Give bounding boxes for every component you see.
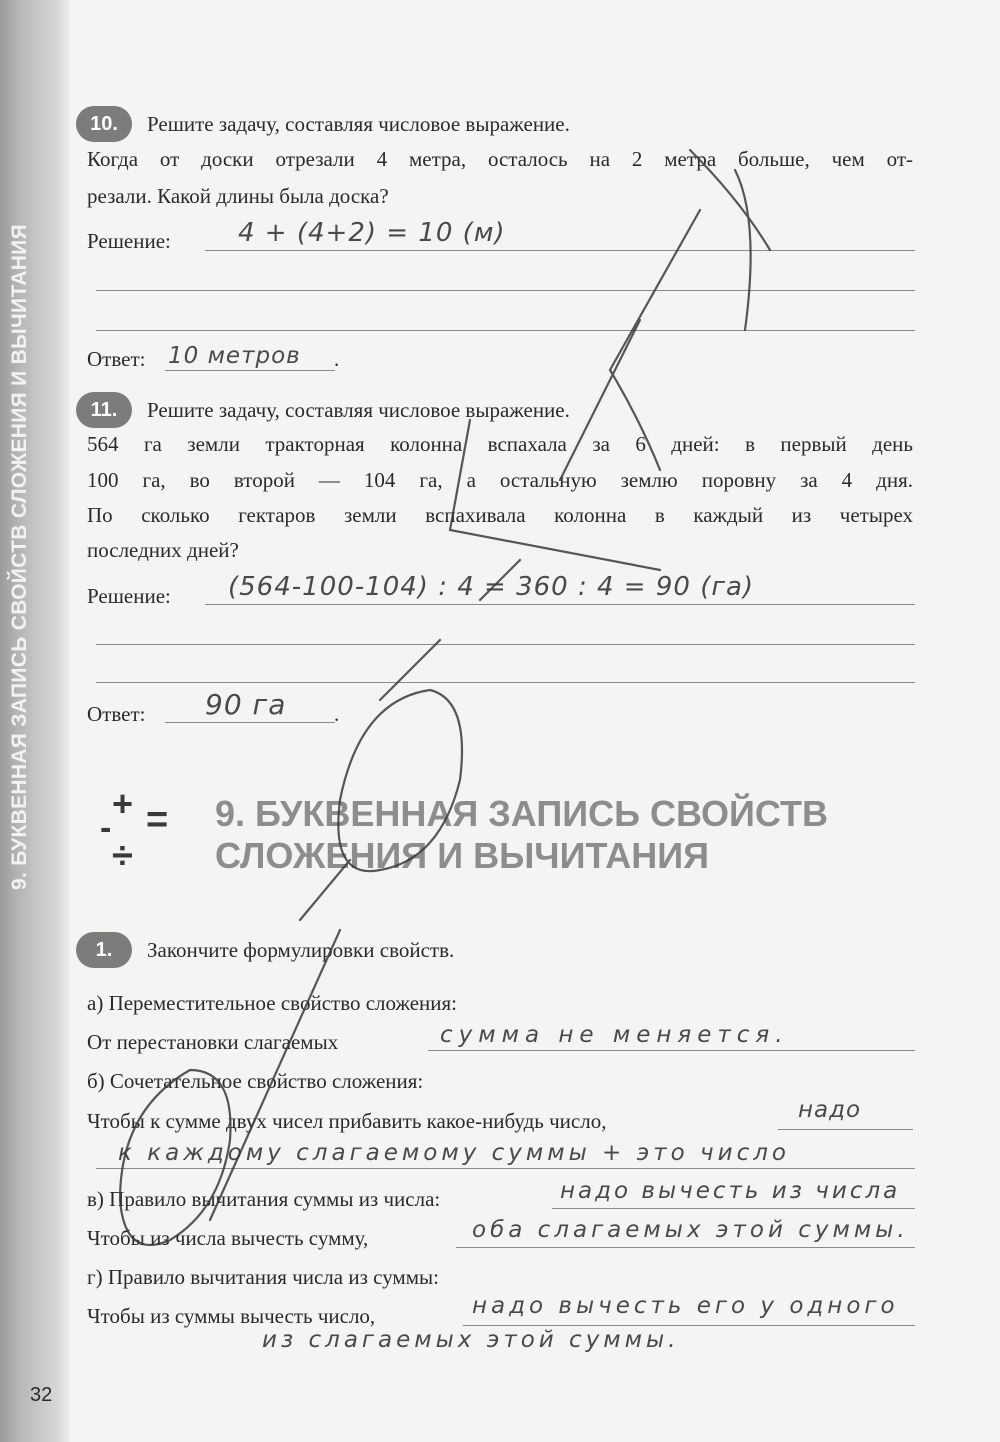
property-b-handwriting-1: надо bbox=[798, 1097, 862, 1123]
property-b-label: б) Сочетательное свойство сложения: bbox=[87, 1069, 424, 1093]
task-11-text-line-4: последних дней? bbox=[87, 538, 239, 562]
task-11-answer-label: Ответ: bbox=[87, 702, 146, 726]
task-11-solution-label: Решение: bbox=[87, 584, 171, 608]
property-b-handwriting-2: к каждому слагаемому суммы + это число bbox=[118, 1140, 790, 1166]
task-11-answer-handwriting: 90 га bbox=[205, 688, 287, 721]
task-10-solution-label: Решение: bbox=[87, 229, 171, 253]
task-1-title: Закончите формулировки свойств. bbox=[147, 938, 455, 962]
page-number: 32 bbox=[30, 1384, 53, 1406]
property-c-text: Чтобы из числа вычесть сумму, bbox=[87, 1226, 369, 1250]
divide-sign: ÷ bbox=[112, 835, 133, 877]
task-11-answer-period: . bbox=[334, 702, 340, 726]
scribble-strokes bbox=[210, 150, 770, 1220]
task-11-solution-handwriting: (564-100-104) : 4 = 360 : 4 = 90 (га) bbox=[228, 572, 755, 602]
property-a-label: а) Переместительное свойство сложения: bbox=[87, 991, 458, 1015]
minus-sign: - bbox=[100, 809, 112, 847]
section-title-line-2: СЛОЖЕНИЯ И ВЫЧИТАНИЯ bbox=[215, 835, 709, 876]
property-d-handwriting-2: из слагаемых этой суммы. bbox=[262, 1327, 680, 1353]
task-11-text-line-3: По сколько гектаров земли вспахивала колонна в каждый из четырех bbox=[87, 503, 913, 527]
task-1-number-badge: 1. bbox=[76, 932, 132, 968]
task-10-title: Решите задачу, составляя числовое выражение. bbox=[147, 112, 570, 136]
equals-sign: = bbox=[146, 799, 169, 841]
task-10-answer-period: . bbox=[334, 347, 340, 371]
task-10-answer-label: Ответ: bbox=[87, 347, 146, 371]
task-11-title: Решите задачу, составляя числовое выражение. bbox=[147, 398, 570, 422]
task-11-number-badge: 11. bbox=[76, 392, 132, 428]
task-10-text-line-2: резали. Какой длины была доска? bbox=[87, 184, 389, 208]
task-10-text-line-1: Когда от доски отрезали 4 метра, осталось на 2 метра больше, чем от- bbox=[87, 147, 913, 171]
property-d-label: г) Правило вычитания числа из суммы: bbox=[87, 1265, 439, 1289]
section-title-line-1: 9. БУКВЕННАЯ ЗАПИСЬ СВОЙСТВ bbox=[215, 793, 829, 834]
task-11-text-line-2: 100 га, во второй — 104 га, а остальную землю поровну за 4 дня. bbox=[87, 468, 913, 492]
property-a-handwriting: сумма не меняется. bbox=[440, 1022, 789, 1048]
property-a-text: От перестановки слагаемых bbox=[87, 1030, 339, 1054]
property-c-label: в) Правило вычитания суммы из числа: bbox=[87, 1187, 441, 1211]
property-c-handwriting-2: оба слагаемых этой суммы. bbox=[472, 1217, 909, 1243]
task-11-text-line-1: 564 га земли тракторная колонна вспахала за 6 дней: в первый день bbox=[87, 432, 913, 456]
property-b-text: Чтобы к сумме двух чисел прибавить какое-нибудь число, bbox=[87, 1109, 607, 1133]
sidebar-vertical-title: 9. БУКВЕННАЯ ЗАПИСЬ СВОЙСТВ СЛОЖЕНИЯ И ВЫЧИТАНИЯ bbox=[8, 224, 31, 890]
property-c-handwriting-1: надо вычесть из числа bbox=[560, 1178, 901, 1204]
task-10-number-badge: 10. bbox=[76, 106, 132, 142]
task-10-answer-handwriting: 10 метров bbox=[168, 343, 301, 369]
property-d-text: Чтобы из суммы вычесть число, bbox=[87, 1304, 376, 1328]
scribble-loop bbox=[120, 1070, 231, 1245]
property-d-handwriting-1: надо вычесть его у одного bbox=[472, 1293, 899, 1319]
task-10-solution-handwriting: 4 + (4+2) = 10 (м) bbox=[238, 218, 506, 248]
plus-sign: + bbox=[112, 783, 134, 824]
